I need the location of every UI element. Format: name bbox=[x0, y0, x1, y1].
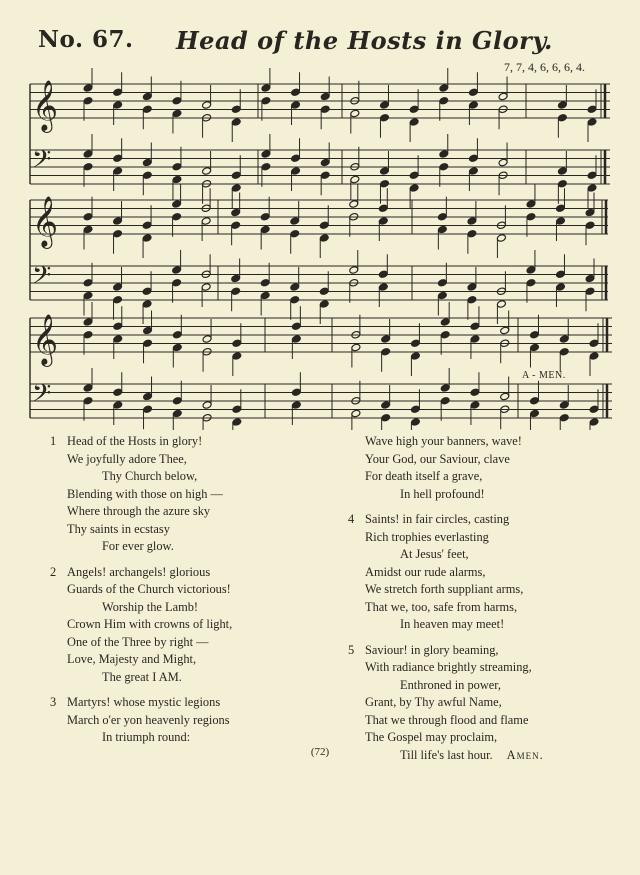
verse-number: 4 bbox=[348, 512, 355, 526]
verse-line: Blending with those on high — bbox=[67, 486, 223, 501]
hymn-meter: 7, 7, 4, 6, 6, 6, 4. bbox=[504, 60, 585, 74]
verse-line: Your God, our Saviour, clave bbox=[365, 451, 510, 466]
note-head bbox=[440, 330, 450, 339]
note-head bbox=[172, 330, 182, 339]
note-head bbox=[143, 326, 153, 335]
note-head bbox=[232, 352, 242, 361]
note-head bbox=[351, 409, 361, 418]
verse bbox=[50, 564, 340, 687]
note-head bbox=[559, 413, 569, 422]
verse-line: Amidst our rude alarms, bbox=[365, 564, 486, 579]
note-head bbox=[83, 225, 93, 234]
note-head bbox=[290, 295, 300, 304]
verse-line: Angels! archangels! glorious bbox=[67, 564, 211, 579]
note-head bbox=[172, 396, 182, 405]
note-head bbox=[470, 388, 480, 397]
verse-line: For death itself a grave, bbox=[365, 469, 483, 483]
note-head bbox=[113, 401, 123, 410]
verse-line: In hell profound! bbox=[400, 486, 485, 501]
verse-line: Thy saints in ecstasy bbox=[67, 521, 170, 536]
note-head bbox=[529, 409, 539, 418]
note-head bbox=[440, 384, 450, 393]
note-head bbox=[559, 347, 569, 356]
note-head bbox=[555, 217, 565, 226]
note-head bbox=[470, 335, 480, 344]
note-head bbox=[113, 229, 123, 238]
note-head bbox=[585, 287, 595, 296]
note-head bbox=[587, 184, 597, 193]
note-head bbox=[231, 118, 241, 127]
verse-line: For ever glow. bbox=[102, 539, 174, 553]
treble-clef-icon: 𝄞 bbox=[32, 196, 59, 247]
note-head bbox=[172, 278, 182, 287]
note-head bbox=[589, 405, 599, 414]
note-head bbox=[526, 266, 536, 275]
note-head bbox=[439, 162, 449, 171]
verse-line: That we through flood and flame bbox=[365, 712, 529, 727]
note-head bbox=[83, 150, 93, 159]
note-head bbox=[557, 113, 567, 122]
note-head bbox=[589, 418, 599, 427]
note-head bbox=[410, 418, 420, 427]
note-head bbox=[587, 171, 597, 180]
verse-line: March o'er yon heavenly regions bbox=[67, 712, 230, 727]
note-head bbox=[231, 105, 241, 114]
note-head bbox=[172, 343, 182, 352]
note-head bbox=[585, 208, 595, 217]
note-head bbox=[379, 179, 389, 188]
verse-line: The Gospel may proclaim, bbox=[365, 730, 498, 744]
note-head bbox=[498, 158, 508, 167]
note-head bbox=[172, 175, 182, 184]
note-head bbox=[291, 335, 301, 344]
verse-line: Worship the Lamb! bbox=[102, 599, 199, 614]
amen-lyric: A - MEN. bbox=[522, 370, 566, 381]
note-head bbox=[470, 322, 480, 331]
verse-line: The great I AM. bbox=[102, 669, 182, 684]
verse-line: Grant, by Thy awful Name, bbox=[365, 695, 502, 709]
page-number: (72) bbox=[310, 746, 330, 758]
note-head bbox=[113, 217, 123, 226]
note-head bbox=[202, 101, 212, 110]
note-head bbox=[172, 109, 182, 118]
note-head bbox=[470, 401, 480, 410]
note-head bbox=[290, 229, 300, 238]
note-head bbox=[526, 278, 536, 287]
note-head bbox=[468, 88, 478, 97]
note-head bbox=[496, 300, 506, 309]
note-head bbox=[231, 171, 241, 180]
verse-number: 3 bbox=[50, 695, 57, 709]
note-head bbox=[142, 287, 152, 296]
note-head bbox=[83, 278, 93, 287]
note-head bbox=[232, 339, 242, 348]
note-head bbox=[437, 212, 447, 221]
note-head bbox=[291, 388, 301, 397]
treble-clef-icon: 𝄞 bbox=[32, 80, 59, 131]
note-head bbox=[555, 204, 565, 213]
note-head bbox=[142, 158, 152, 167]
note-head bbox=[260, 291, 270, 300]
note-head bbox=[437, 291, 447, 300]
note-head bbox=[83, 384, 93, 393]
note-head bbox=[440, 318, 450, 327]
note-head bbox=[440, 396, 450, 405]
note-head bbox=[83, 212, 93, 221]
note-head bbox=[142, 105, 152, 114]
note-head bbox=[559, 401, 569, 410]
hymn-title: Head of the Hosts in Glory. bbox=[176, 26, 553, 55]
note-head bbox=[231, 184, 241, 193]
note-head bbox=[467, 283, 477, 292]
note-head bbox=[559, 335, 569, 344]
note-head bbox=[409, 184, 419, 193]
note-head bbox=[260, 278, 270, 287]
note-head bbox=[83, 84, 93, 93]
bass-clef-icon: 𝄢 bbox=[32, 145, 52, 180]
note-head bbox=[291, 167, 301, 176]
note-head bbox=[587, 105, 597, 114]
hymn-number: No. 67. bbox=[38, 26, 134, 53]
note-head bbox=[379, 113, 389, 122]
verse-line: Love, Majesty and Might, bbox=[67, 652, 197, 666]
note-head bbox=[500, 392, 510, 401]
note-head bbox=[201, 217, 211, 226]
note-head bbox=[557, 179, 567, 188]
note-head bbox=[319, 300, 329, 309]
verse-number: 5 bbox=[348, 642, 355, 657]
note-head bbox=[319, 234, 329, 243]
bass-clef-icon: 𝄢 bbox=[32, 379, 52, 414]
note-head bbox=[381, 401, 391, 410]
verse bbox=[50, 694, 340, 747]
note-head bbox=[529, 396, 539, 405]
note-head bbox=[529, 343, 539, 352]
note-head bbox=[320, 105, 330, 114]
note-head bbox=[172, 266, 182, 275]
note-head bbox=[439, 150, 449, 159]
note-head bbox=[232, 405, 242, 414]
note-head bbox=[410, 405, 420, 414]
note-head bbox=[381, 347, 391, 356]
note-head bbox=[261, 162, 271, 171]
note-head bbox=[232, 418, 242, 427]
verse-line: Saints! in fair circles, casting bbox=[365, 512, 510, 526]
note-head bbox=[468, 167, 478, 176]
note-head bbox=[291, 322, 301, 331]
verse-line: Rich trophies everlasting bbox=[365, 529, 489, 544]
note-head bbox=[143, 392, 153, 401]
note-head bbox=[529, 330, 539, 339]
note-head bbox=[202, 401, 212, 410]
note-head bbox=[467, 217, 477, 226]
note-head bbox=[83, 330, 93, 339]
note-head bbox=[439, 96, 449, 105]
verse-line: Saviour! in glory beaming, bbox=[365, 642, 499, 657]
note-head bbox=[467, 229, 477, 238]
note-head bbox=[557, 101, 567, 110]
note-head bbox=[83, 162, 93, 171]
note-head bbox=[319, 287, 329, 296]
note-head bbox=[261, 96, 271, 105]
note-head bbox=[202, 167, 212, 176]
note-head bbox=[113, 322, 123, 331]
note-head bbox=[467, 295, 477, 304]
note-head bbox=[113, 283, 123, 292]
note-head bbox=[439, 84, 449, 93]
note-head bbox=[172, 409, 182, 418]
treble-clef-icon: 𝄞 bbox=[32, 314, 59, 365]
verse-line: In triumph round: bbox=[102, 730, 191, 744]
note-head bbox=[290, 217, 300, 226]
note-head bbox=[291, 88, 301, 97]
note-head bbox=[142, 221, 152, 230]
note-head bbox=[83, 318, 93, 327]
note-head bbox=[409, 171, 419, 180]
note-head bbox=[349, 200, 359, 209]
verse-line: Enthroned in power, bbox=[400, 677, 502, 692]
note-head bbox=[291, 101, 301, 110]
verse-line: We joyfully adore Thee, bbox=[67, 451, 187, 466]
note-head bbox=[409, 118, 419, 127]
note-head bbox=[437, 225, 447, 234]
note-head bbox=[589, 352, 599, 361]
verse-line: With radiance brightly streaming, bbox=[365, 660, 532, 674]
note-head bbox=[113, 88, 123, 97]
note-head bbox=[378, 217, 388, 226]
note-head bbox=[585, 274, 595, 283]
verse-number: 1 bbox=[50, 434, 57, 448]
note-head bbox=[83, 96, 93, 105]
note-head bbox=[261, 84, 271, 93]
verse-line: One of the Three by right — bbox=[67, 634, 209, 649]
verses-left-column bbox=[50, 433, 340, 755]
note-head bbox=[172, 96, 182, 105]
note-head bbox=[468, 154, 478, 163]
note-head bbox=[555, 283, 565, 292]
note-head bbox=[142, 234, 152, 243]
note-head bbox=[172, 162, 182, 171]
verse bbox=[50, 433, 340, 556]
verse bbox=[348, 511, 608, 634]
note-head bbox=[113, 388, 123, 397]
verse-line: We stretch forth suppliant arms, bbox=[365, 582, 524, 596]
note-head bbox=[143, 339, 153, 348]
note-head bbox=[410, 352, 420, 361]
note-head bbox=[589, 339, 599, 348]
note-head bbox=[143, 405, 153, 414]
verse-line: Martyrs! whose mystic legions bbox=[67, 695, 221, 709]
amen-ending: Amen. bbox=[506, 747, 544, 762]
note-head bbox=[320, 92, 330, 101]
note-head bbox=[585, 221, 595, 230]
note-head bbox=[496, 234, 506, 243]
note-head bbox=[555, 270, 565, 279]
note-head bbox=[231, 274, 241, 283]
verse bbox=[348, 433, 608, 503]
verse-line: Where through the azure sky bbox=[67, 504, 211, 518]
verse-line: Crown Him with crowns of light, bbox=[67, 617, 233, 631]
verse-line: At Jesus' feet, bbox=[400, 547, 469, 561]
verse-number: 2 bbox=[50, 564, 57, 579]
note-head bbox=[172, 200, 182, 209]
verse-line: Guards of the Church victorious! bbox=[67, 582, 231, 596]
note-head bbox=[172, 212, 182, 221]
note-head bbox=[409, 105, 419, 114]
note-head bbox=[202, 335, 212, 344]
note-head bbox=[526, 212, 536, 221]
note-head bbox=[142, 300, 152, 309]
note-head bbox=[557, 167, 567, 176]
verse-line: Till life's last hour. Amen. bbox=[400, 747, 544, 762]
note-head bbox=[379, 167, 389, 176]
note-head bbox=[351, 343, 361, 352]
verse-line: Head of the Hosts in glory! bbox=[67, 434, 203, 448]
note-head bbox=[378, 204, 388, 213]
note-head bbox=[378, 283, 388, 292]
music-score bbox=[0, 0, 640, 430]
note-head bbox=[113, 101, 123, 110]
note-head bbox=[350, 175, 360, 184]
note-head bbox=[349, 266, 359, 275]
bass-clef-icon: 𝄢 bbox=[32, 261, 52, 296]
note-head bbox=[113, 295, 123, 304]
note-head bbox=[113, 154, 123, 163]
note-head bbox=[260, 225, 270, 234]
note-head bbox=[83, 291, 93, 300]
note-head bbox=[526, 200, 536, 209]
note-head bbox=[320, 171, 330, 180]
note-head bbox=[260, 212, 270, 221]
note-head bbox=[231, 287, 241, 296]
verse-line: That we, too, safe from harms, bbox=[365, 599, 518, 614]
verse-line: In heaven may meet! bbox=[400, 617, 505, 631]
note-head bbox=[231, 221, 241, 230]
note-head bbox=[83, 396, 93, 405]
note-head bbox=[291, 154, 301, 163]
note-head bbox=[320, 158, 330, 167]
note-head bbox=[587, 118, 597, 127]
note-head bbox=[113, 335, 123, 344]
note-head bbox=[381, 335, 391, 344]
note-head bbox=[113, 167, 123, 176]
note-head bbox=[350, 109, 360, 118]
note-head bbox=[379, 101, 389, 110]
note-head bbox=[201, 283, 211, 292]
note-head bbox=[231, 208, 241, 217]
note-head bbox=[468, 101, 478, 110]
note-head bbox=[410, 339, 420, 348]
note-head bbox=[261, 150, 271, 159]
note-head bbox=[319, 221, 329, 230]
note-head bbox=[142, 92, 152, 101]
note-head bbox=[142, 171, 152, 180]
verses-right-column bbox=[348, 433, 608, 772]
verse-line: Thy Church below, bbox=[102, 469, 198, 483]
note-head bbox=[437, 278, 447, 287]
note-head bbox=[378, 270, 388, 279]
note-head bbox=[500, 326, 510, 335]
note-head bbox=[291, 401, 301, 410]
note-head bbox=[381, 413, 391, 422]
note-head bbox=[290, 283, 300, 292]
note-head bbox=[498, 92, 508, 101]
verse-line: Wave high your banners, wave! bbox=[365, 434, 522, 448]
